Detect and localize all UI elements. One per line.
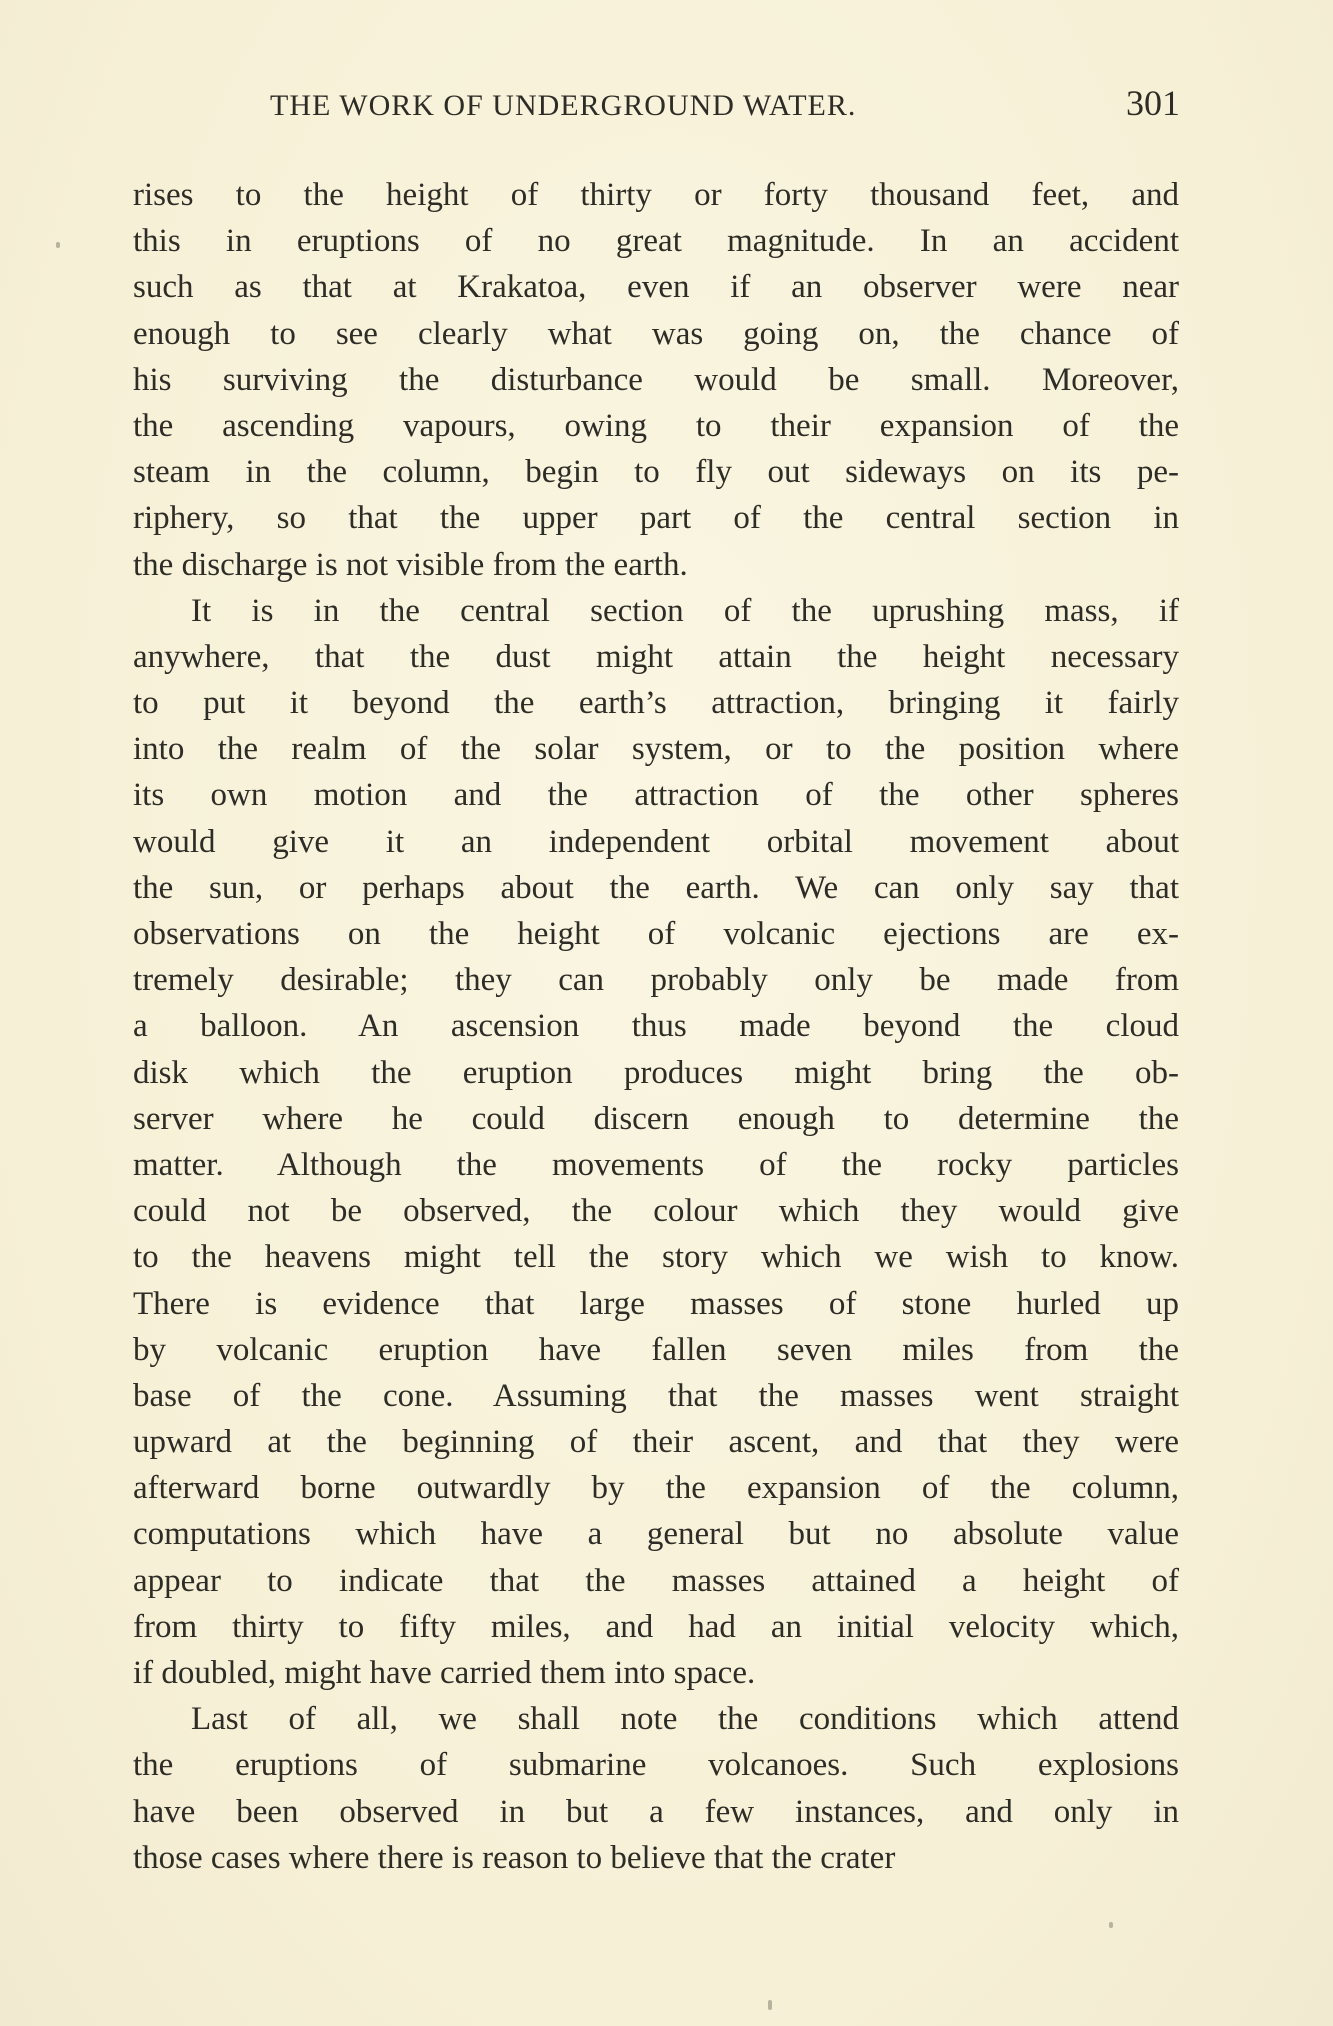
paragraph bbox=[133, 172, 1179, 588]
text-line: the ascending vapours, owing to their expansion of the bbox=[133, 407, 1179, 444]
text-line: by volcanic eruption have fallen seven miles from the bbox=[133, 1331, 1179, 1368]
running-title: THE WORK OF UNDERGROUND WATER. bbox=[270, 89, 857, 122]
paragraph bbox=[133, 1696, 1179, 1881]
text-line: could not be observed, the colour which they would give bbox=[133, 1193, 1179, 1230]
text-line: There is evidence that large masses of stone hurled up bbox=[133, 1285, 1179, 1322]
text-line: his surviving the disturbance would be small. Moreover, bbox=[133, 361, 1179, 398]
text-line: this in eruptions of no great magnitude. In an accident bbox=[133, 223, 1179, 260]
text-line: disk which the eruption produces might bring the ob- bbox=[133, 1054, 1179, 1091]
text-line: the discharge is not visible from the earth. bbox=[133, 546, 688, 583]
print-speck bbox=[768, 2000, 772, 2010]
text-line: the sun, or perhaps about the earth. We can only say that bbox=[133, 869, 1179, 906]
text-line: observations on the height of volcanic ejections are ex- bbox=[133, 916, 1179, 952]
text-line: base of the cone. Assuming that the masses went straight bbox=[133, 1377, 1179, 1414]
body-text bbox=[133, 172, 1179, 1881]
text-line: to put it beyond the earth’s attraction, bringing it fairly bbox=[133, 685, 1179, 722]
text-line: Last of all, we shall note the conditions which attend bbox=[191, 1701, 1179, 1738]
text-line: afterward borne outwardly by the expansion of the column, bbox=[133, 1470, 1179, 1507]
text-line: computations which have a general but no absolute value bbox=[133, 1516, 1179, 1553]
text-line: would give it an independent orbital movement about bbox=[133, 823, 1179, 860]
text-line: enough to see clearly what was going on, the chance of bbox=[133, 315, 1179, 352]
text-line: matter. Although the movements of the rocky particles bbox=[133, 1146, 1179, 1183]
text-line: riphery, so that the upper part of the central section in bbox=[133, 500, 1179, 537]
text-line: a balloon. An ascension thus made beyond the cloud bbox=[133, 1008, 1179, 1045]
text-line: appear to indicate that the masses attained a height of bbox=[133, 1562, 1179, 1599]
text-line: into the realm of the solar system, or to the position where bbox=[133, 731, 1179, 768]
text-line: the eruptions of submarine volcanoes. Such explosions bbox=[133, 1747, 1179, 1784]
text-line: to the heavens might tell the story which we wish to know. bbox=[133, 1239, 1179, 1276]
text-line: its own motion and the attraction of the other spheres bbox=[133, 777, 1179, 814]
text-line: those cases where there is reason to believe that the crater bbox=[133, 1839, 896, 1876]
text-line: such as that at Krakatoa, even if an observer were near bbox=[133, 269, 1179, 306]
running-head bbox=[270, 82, 1180, 124]
text-line: upward at the beginning of their ascent, and that they were bbox=[133, 1424, 1179, 1461]
text-line: rises to the height of thirty or forty thousand feet, and bbox=[133, 177, 1179, 213]
print-speck bbox=[1109, 1922, 1113, 1928]
text-line: steam in the column, begin to fly out sideways on its pe- bbox=[133, 454, 1179, 491]
paragraph bbox=[133, 588, 1179, 1697]
text-line: have been observed in but a few instances, and only in bbox=[133, 1793, 1179, 1830]
text-line: server where he could discern enough to determine the bbox=[133, 1100, 1179, 1137]
text-line: anywhere, that the dust might attain the height necessary bbox=[133, 638, 1179, 675]
text-line: tremely desirable; they can probably only be made from bbox=[133, 962, 1179, 999]
print-speck bbox=[56, 242, 60, 248]
page-number: 301 bbox=[1126, 83, 1180, 123]
text-line: from thirty to fifty miles, and had an initial velocity which, bbox=[133, 1608, 1179, 1645]
text-line: if doubled, might have carried them into space. bbox=[133, 1655, 756, 1691]
text-line: It is in the central section of the uprushing mass, if bbox=[191, 592, 1179, 629]
